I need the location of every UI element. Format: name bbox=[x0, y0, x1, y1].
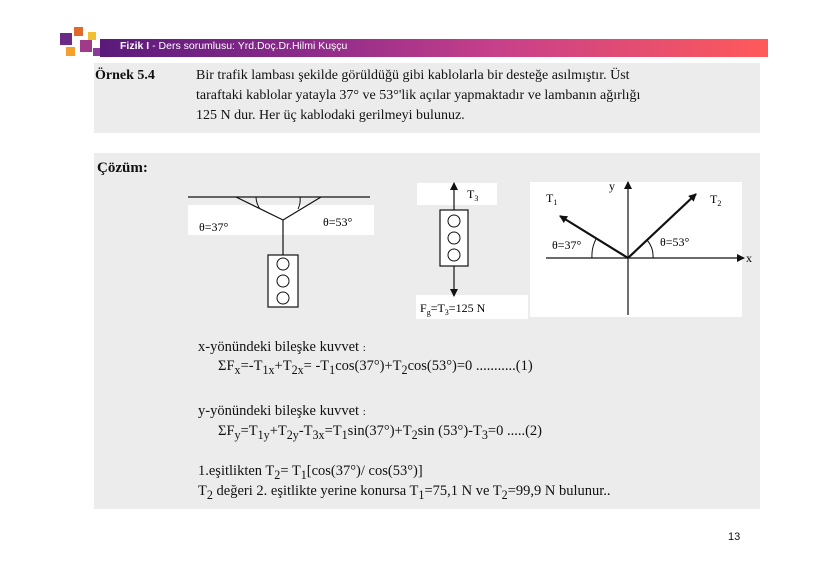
fig3-angle-left: θ=37° bbox=[552, 238, 582, 252]
equation-1: $\Sigma F_x=-T_{1x}+T_{2x}= -T_1\cos(37^\circ)+T_2\cos(53^\circ)=0$ ...........(1) bbox=[218, 358, 533, 377]
fig3-angle-right: θ=53° bbox=[660, 235, 690, 249]
fig3-axis-y: y bbox=[609, 179, 615, 193]
example-line-2: taraftaki kablolar yatayla 37° ve 53°'lik açılar yapmaktadır ve lambanın ağırlığı bbox=[196, 88, 641, 103]
equation-4: $T_2$ değeri 2. eşitlikte yerine konursa $T_1=75,1$ N ve $T_2=99,9$ N bulunur.. bbox=[198, 483, 611, 502]
example-line-1: Bir trafik lambası şekilde görüldüğü gibi kablolarla bir desteğe asılmıştır. Üst bbox=[196, 68, 630, 83]
equation-2: $\Sigma F_y=T_{1y}+T_{2y}-T_{3x}=T_1\sin(37^\circ)+T_2\sin$ $(53^\circ)-T_3=0$ .....(2) bbox=[218, 423, 542, 442]
instructor: Ders sorumlusu: Yrd.Doç.Dr.Hilmi Kuşçu bbox=[158, 40, 348, 52]
figure-traffic-light bbox=[188, 197, 374, 307]
fig2-weight-label: $F_g=T_3=125$ N bbox=[420, 301, 486, 317]
equation-3: 1.eşitlikten $T_2= T_1[\cos(37^\circ)/$ cos(53°)] bbox=[198, 463, 423, 482]
example-title: Örnek 5.4 bbox=[95, 68, 155, 83]
solution-title: Çözüm: bbox=[97, 160, 148, 176]
page-number: 13 bbox=[728, 531, 741, 543]
fig2-tension-label: $T_3$ bbox=[467, 187, 479, 203]
y-heading: y-yönündeki bileşke kuvvet : bbox=[198, 403, 366, 419]
course-name: Fizik I bbox=[120, 40, 150, 52]
fig1-angle-right: θ=53° bbox=[323, 215, 353, 229]
example-line-3: 125 N dur. Her üç kablodaki gerilmeyi bulunuz. bbox=[196, 108, 465, 123]
x-heading: x-yönündeki bileşke kuvvet : bbox=[198, 339, 366, 355]
fig3-axis-x: x bbox=[746, 251, 752, 265]
figure-coordinate-diagram bbox=[530, 179, 752, 317]
fig3-t2-label: $T_2$ bbox=[710, 192, 722, 208]
figure-free-body-light bbox=[416, 183, 528, 319]
header-title: Fizik I - Ders sorumlusu: Yrd.Doç.Dr.Hilmi Kuşçu bbox=[120, 40, 348, 52]
fig3-t1-label: $T_1$ bbox=[546, 191, 558, 207]
fig1-angle-left: θ=37° bbox=[199, 220, 229, 234]
